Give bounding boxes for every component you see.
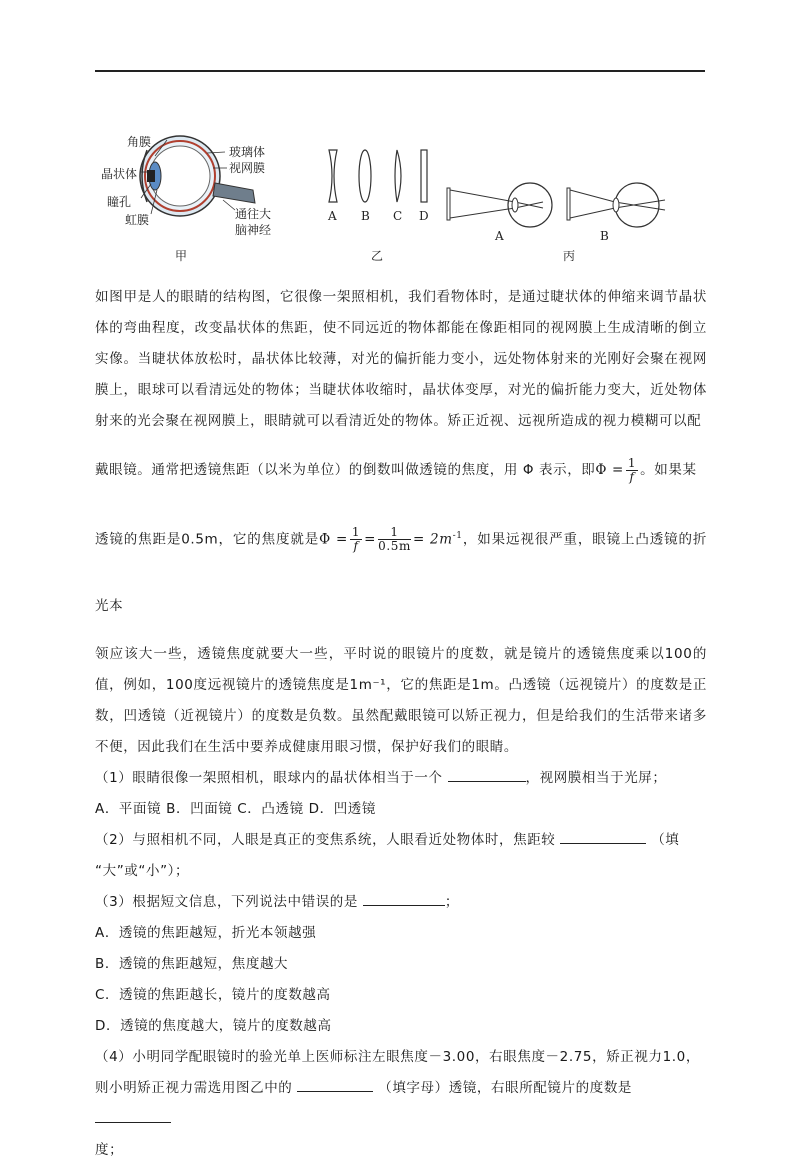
answer-blank-1[interactable]: [448, 767, 526, 782]
lens-label-d: D: [419, 209, 429, 223]
question-2-tail: （填: [651, 831, 680, 848]
question-3-option-d: D．透镜的焦度越大，镜片的度数越高: [95, 1017, 332, 1034]
passage-p3-text: 透镜的焦距是0.5m，它的焦度就是: [95, 531, 320, 548]
passage-p2-text: 戴眼镜。通常把透镜焦距（以米为单位）的倒数叫做透镜的焦度，用 Φ 表示，即: [95, 462, 596, 478]
ray-label-a: A: [495, 229, 504, 243]
focal-fraction-1: [350, 526, 362, 553]
question-3-text: （3）根据短文信息，下列说法中错误的是: [95, 893, 358, 910]
question-4: [95, 1042, 707, 1135]
label-optic-nerve-1: 通往大: [235, 207, 272, 221]
question-4-mid: （填字母）透镜，右眼所配镜片的度数是: [378, 1079, 633, 1096]
phi-numerator: 1: [627, 455, 637, 470]
answer-blank-4b[interactable]: [95, 1108, 171, 1123]
passage-paragraph-2: [95, 437, 707, 503]
phi-denominator: f: [629, 469, 635, 484]
question-2-cont: “大”或“小”）；: [95, 862, 190, 879]
label-iris: 虹膜: [125, 213, 150, 227]
question-2: [95, 825, 707, 856]
question-3-option-a: A．透镜的焦距越短，折光本领越强: [95, 924, 317, 941]
fraction-2-numerator: 1: [378, 526, 411, 540]
question-1-tail: ，视网膜相当于光屏；: [525, 769, 667, 786]
passage-p2-tail: 。如果某: [640, 462, 697, 478]
caption-yi: 乙: [371, 249, 384, 263]
answer-blank-3[interactable]: [363, 891, 445, 906]
lens-diagram: [327, 150, 429, 263]
passage-p3-tail: ，如果远视很严重，眼镜上凸透镜的折光本: [95, 531, 707, 614]
question-3-tail: ；: [444, 893, 460, 910]
figure-area: [95, 128, 705, 268]
formula-exponent: -1: [452, 531, 463, 541]
caption-bing: 丙: [563, 249, 576, 263]
lens-label-b: B: [361, 209, 370, 223]
passage-paragraph-4: 领应该大一些，透镜焦度就要大一些，平时说的眼镜片的度数，就是镜片的透镜焦度乘以100的值，例如，100度远视镜片的透镜焦度是1m⁻¹，它的焦距是1m。凸透镜（远视镜片）的度数是正数，凹透镜（近视镜片）的度数是负数。虽然配戴眼镜可以矫正视力，但是给我们的生活带来诸多不便，因此我们在生活中要养成健康用眼习惯，保护好我们的眼睛。: [95, 645, 707, 755]
equals-sign: =: [364, 531, 377, 548]
caption-jia: 甲: [175, 249, 188, 263]
phi-fraction: [626, 457, 638, 484]
eye-structure-diagram: [101, 135, 271, 263]
lens-label-c: C: [393, 209, 403, 223]
question-4-tail: 度；: [95, 1141, 124, 1158]
ray-label-b: B: [600, 229, 609, 243]
question-2-text: （2）与照相机不同，人眼是真正的变焦系统，人眼看近处物体时，焦距较: [95, 831, 556, 848]
question-1: [95, 763, 707, 794]
label-cornea: 角膜: [127, 135, 152, 149]
question-3: [95, 887, 707, 918]
figure-svg: [95, 128, 705, 268]
label-optic-nerve-2: 脑神经: [235, 223, 272, 237]
question-1-text: （1）眼睛很像一架照相机，眼球内的晶状体相当于一个: [95, 769, 443, 786]
label-vitreous: 玻璃体: [229, 145, 266, 159]
passage-paragraph-3: [95, 503, 707, 639]
focal-fraction-2: [378, 526, 411, 553]
fraction-1-numerator: 1: [351, 525, 361, 539]
phi-symbol: Φ =: [595, 462, 624, 478]
passage-content: [95, 282, 707, 1166]
answer-blank-4a[interactable]: [297, 1077, 373, 1092]
question-4-text: （4）小明同学配眼镜时的验光单上医师标注左眼焦度－3.00，右眼焦度－2.75，矫正视力1.0，则小明矫正视力需选用图乙中的: [95, 1048, 700, 1096]
fraction-1-denominator: f: [353, 539, 359, 553]
fraction-2-denominator: 0.5m: [378, 539, 411, 553]
label-lens: 晶状体: [101, 167, 138, 181]
phi-symbol-2: Φ =: [319, 531, 348, 548]
header-rule: [95, 70, 705, 72]
answer-blank-2[interactable]: [560, 829, 646, 844]
label-retina: 视网膜: [229, 161, 266, 175]
question-3-option-c: C．透镜的焦距越长，镜片的度数越高: [95, 986, 331, 1003]
formula-result: = 2m: [412, 531, 453, 548]
label-pupil: 瞳孔: [107, 195, 132, 209]
lens-label-a: A: [328, 209, 337, 223]
passage-paragraph-1: 如图甲是人的眼睛的结构图，它很像一架照相机，我们看物体时，是通过睫状体的伸缩来调节晶状体的弯曲程度，改变晶状体的焦距，使不同远近的物体都能在像距相同的视网膜上生成清晰的倒立实像。当睫状体放松时，晶状体比较薄，对光的偏折能力变小，远处物体射来的光刚好会聚在视网膜上，眼球可以看清远处的物体；当睫状体收缩时，晶状体变厚，对光的偏折能力变大，近处物体射来的光会聚在视网膜上，眼睛就可以看清近处的物体。矫正近视、远视所造成的视力模糊可以配: [95, 289, 707, 429]
question-3-option-b: B．透镜的焦距越短，焦度越大: [95, 955, 289, 972]
ray-diagram: [447, 183, 665, 263]
question-1-options: A．平面镜 B．凹面镜 C．凸透镜 D．凹透镜: [95, 800, 376, 817]
